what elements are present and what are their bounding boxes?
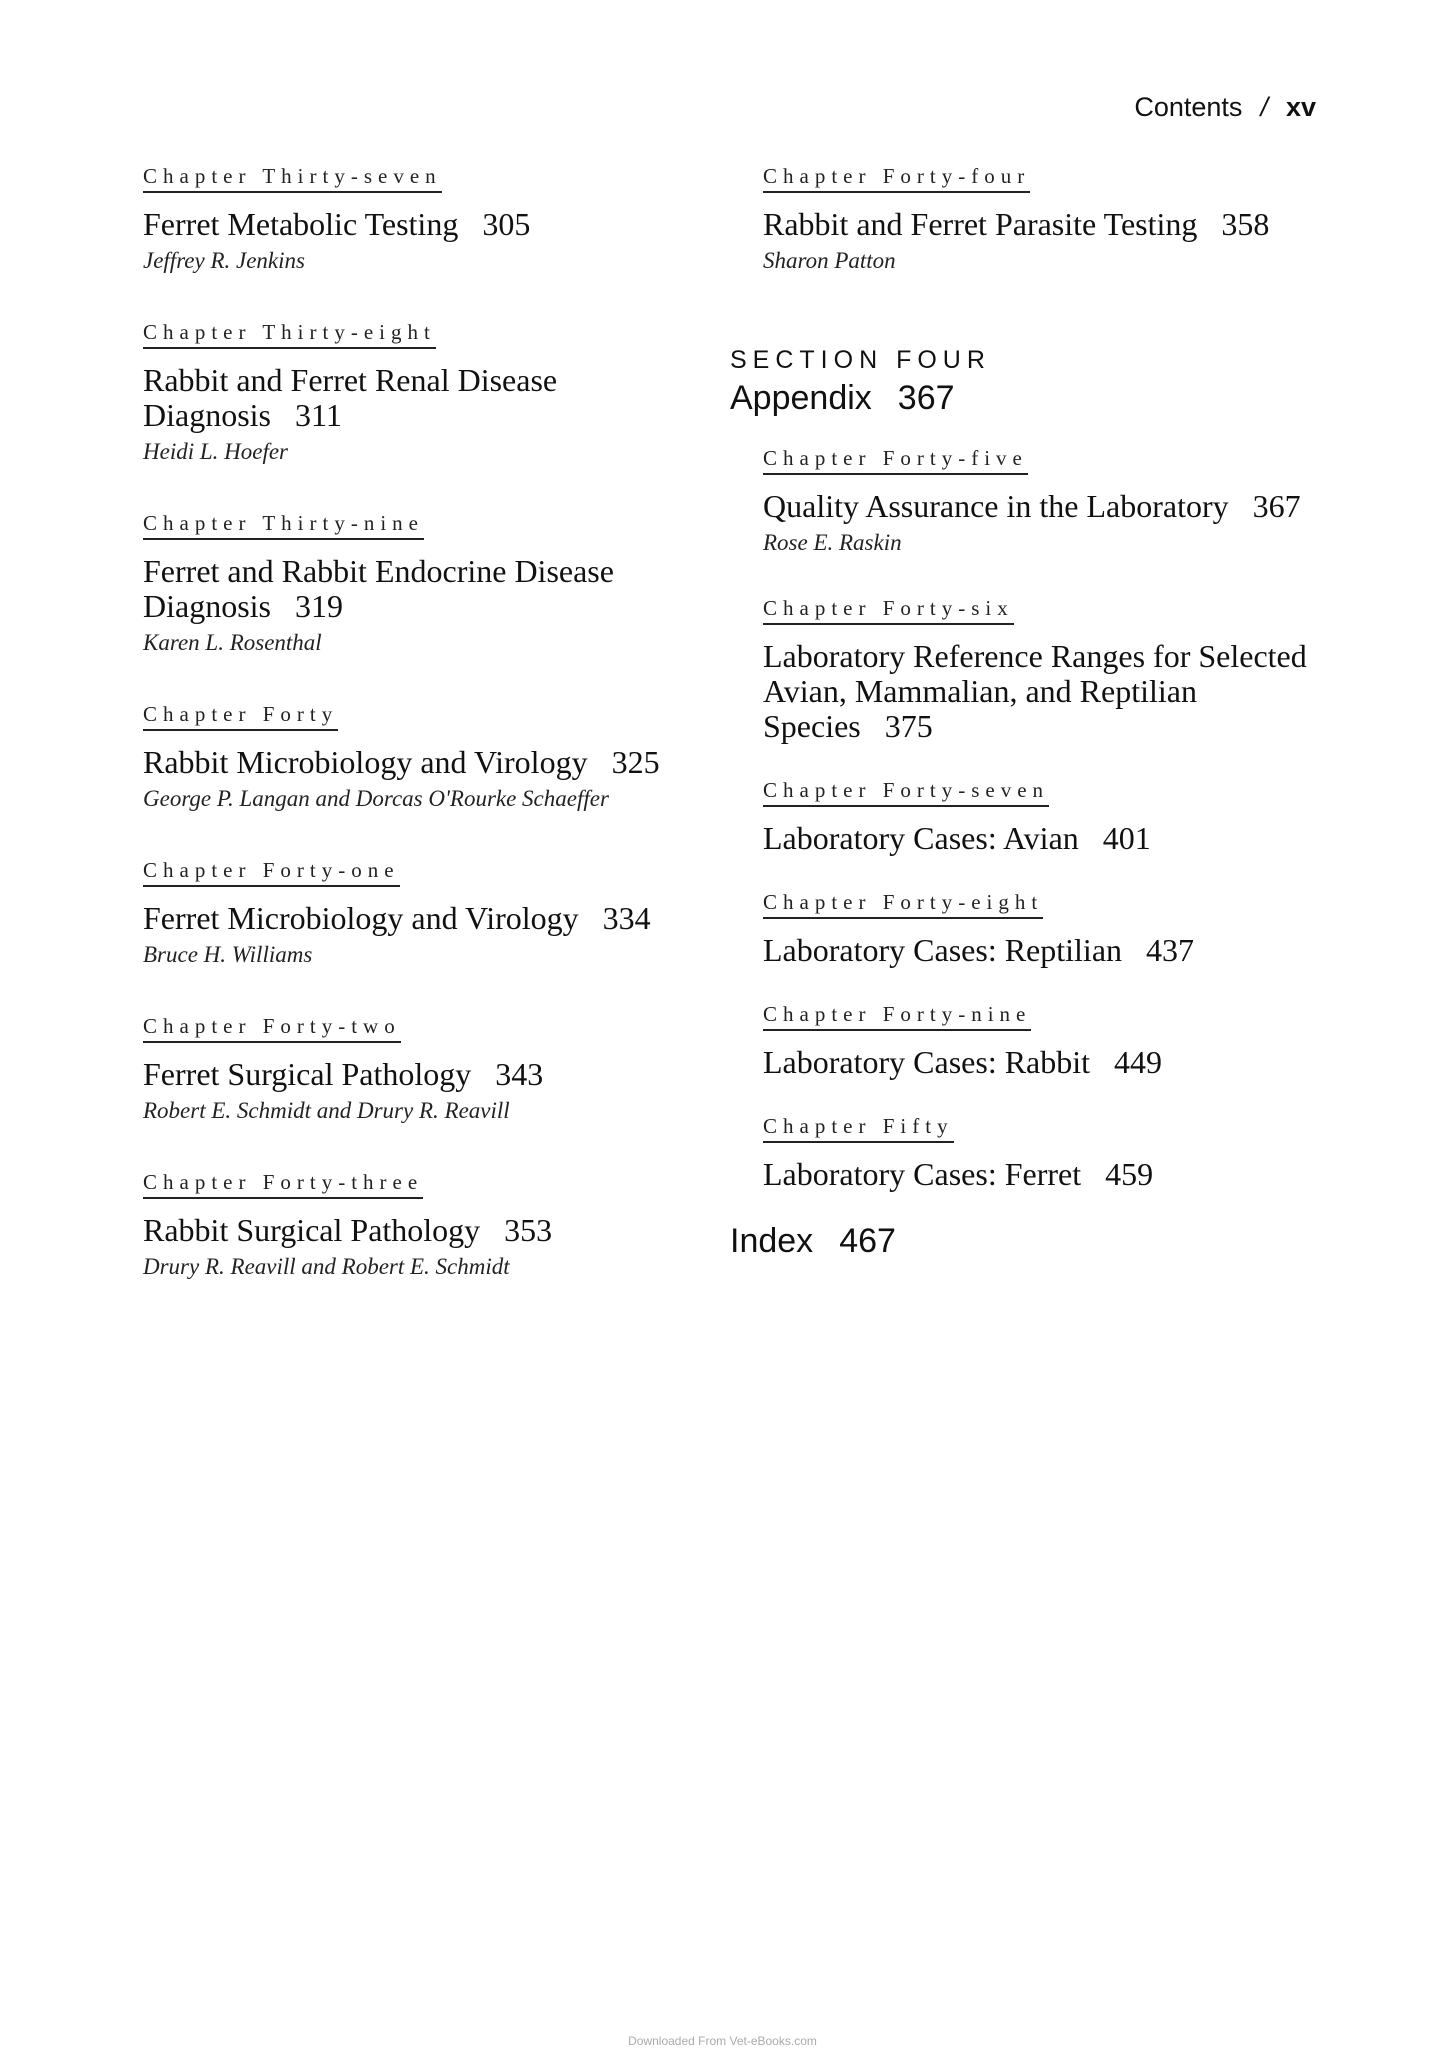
index-label: Index — [730, 1222, 814, 1260]
header-page-number: xv — [1285, 92, 1316, 122]
chapter-page: 343 — [495, 1056, 544, 1092]
chapter-label: Chapter Forty-eight — [763, 890, 1043, 919]
chapter-page: 375 — [884, 708, 933, 744]
index-entry — [730, 1222, 1330, 1261]
chapter-author: Sharon Patton — [763, 248, 896, 273]
section-title: Appendix 367 — [730, 379, 955, 417]
index-page: 467 — [839, 1222, 896, 1260]
toc-entry — [763, 890, 1330, 968]
chapter-author: Heidi L. Hoefer — [143, 439, 289, 464]
chapter-page: 401 — [1102, 820, 1151, 856]
header-label: Contents — [1134, 92, 1243, 122]
chapter-title: Ferret Metabolic Testing 305 — [143, 206, 531, 242]
chapter-title: Rabbit and Ferret Renal Disease Diagnosis 311 — [143, 362, 558, 433]
toc-entry — [763, 164, 1330, 274]
chapter-title: Rabbit and Ferret Parasite Testing 358 — [763, 206, 1270, 242]
chapter-page: 305 — [482, 206, 531, 242]
chapter-label: Chapter Thirty-nine — [143, 511, 424, 540]
chapter-title: Laboratory Cases: Avian 401 — [763, 820, 1151, 856]
chapter-page: 367 — [1252, 488, 1301, 524]
chapter-title: Ferret Surgical Pathology 343 — [143, 1056, 544, 1092]
chapter-title: Laboratory Reference Ranges for Selected Avian, Mammalian, and Reptilian Species 375 — [763, 638, 1307, 744]
chapter-title: Ferret Microbiology and Virology 334 — [143, 900, 651, 936]
chapter-label: Chapter Forty-nine — [763, 1002, 1031, 1031]
chapter-page: 311 — [295, 397, 342, 433]
chapter-label: Chapter Forty-two — [143, 1014, 401, 1043]
toc-right-column — [730, 164, 1330, 1261]
toc-entry — [143, 858, 743, 968]
toc-entry — [763, 1114, 1330, 1192]
chapter-title: Ferret and Rabbit Endocrine Disease Diagnosis 319 — [143, 553, 614, 624]
chapter-label: Chapter Forty — [143, 702, 338, 731]
chapter-page: 325 — [611, 744, 660, 780]
chapter-author: Bruce H. Williams — [143, 942, 313, 967]
toc-entry — [143, 320, 743, 465]
toc-entry — [143, 511, 743, 656]
chapter-label: Chapter Fifty — [763, 1114, 954, 1143]
chapter-label: Chapter Forty-three — [143, 1170, 423, 1199]
chapter-title: Laboratory Cases: Reptilian 437 — [763, 932, 1195, 968]
chapter-label: Chapter Forty-six — [763, 596, 1014, 625]
section-page: 367 — [897, 379, 955, 417]
chapter-page: 459 — [1105, 1156, 1154, 1192]
section-heading — [730, 346, 1330, 418]
chapter-page: 319 — [295, 588, 343, 624]
chapter-page: 449 — [1114, 1044, 1163, 1080]
header-separator: / — [1260, 92, 1268, 122]
chapter-title: Laboratory Cases: Rabbit 449 — [763, 1044, 1163, 1080]
chapter-label: Chapter Forty-one — [143, 858, 400, 887]
toc-entry — [143, 164, 743, 274]
toc-entry — [763, 1002, 1330, 1080]
toc-entry — [763, 446, 1330, 556]
chapter-author: Robert E. Schmidt and Drury R. Reavill — [143, 1098, 510, 1123]
toc-entry — [143, 702, 743, 812]
chapter-author: Rose E. Raskin — [763, 530, 902, 555]
section-label: SECTION FOUR — [730, 346, 991, 374]
chapter-author: Jeffrey R. Jenkins — [143, 248, 305, 273]
chapter-label: Chapter Forty-four — [763, 164, 1030, 193]
chapter-title: Laboratory Cases: Ferret 459 — [763, 1156, 1154, 1192]
toc-entry — [763, 596, 1330, 744]
chapter-author: Karen L. Rosenthal — [143, 630, 322, 655]
chapter-label: Chapter Forty-five — [763, 446, 1028, 475]
chapter-label: Chapter Thirty-eight — [143, 320, 436, 349]
footer-watermark: Downloaded From Vet-eBooks.com — [628, 2034, 817, 2048]
chapter-title: Rabbit Microbiology and Virology 325 — [143, 744, 660, 780]
chapter-page: 437 — [1146, 932, 1195, 968]
chapter-author: Drury R. Reavill and Robert E. Schmidt — [143, 1254, 510, 1279]
chapter-page: 358 — [1221, 206, 1270, 242]
running-header — [1134, 92, 1316, 123]
chapter-label: Chapter Thirty-seven — [143, 164, 442, 193]
chapter-author: George P. Langan and Dorcas O'Rourke Schaeffer — [143, 786, 609, 811]
toc-entry — [143, 1014, 743, 1124]
chapter-title: Quality Assurance in the Laboratory 367 — [763, 488, 1301, 524]
chapter-label: Chapter Forty-seven — [763, 778, 1049, 807]
toc-entry — [763, 778, 1330, 856]
chapter-page: 353 — [504, 1212, 553, 1248]
toc-left-column — [143, 164, 743, 1326]
chapter-title: Rabbit Surgical Pathology 353 — [143, 1212, 553, 1248]
toc-entry — [143, 1170, 743, 1280]
chapter-page: 334 — [602, 900, 651, 936]
